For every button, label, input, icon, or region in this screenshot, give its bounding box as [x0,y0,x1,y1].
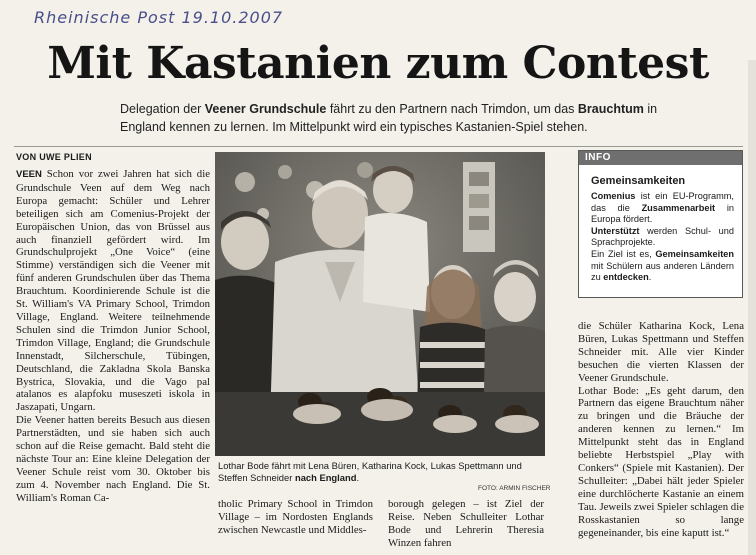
info-text: ist ein EU-Programm, das die [591,191,734,213]
caption-text: Lothar Bode fährt mit Lena Büren, Katharina Kock, Lukas Spettmann und Steffen Schneider [218,460,522,483]
info-box-body [591,191,734,284]
caption-text: . [356,472,360,483]
photo-illustration [215,152,545,456]
byline: VON UWE PLIEN [16,152,92,162]
info-text: werden Schul- und Sprachprojekte. [591,225,734,248]
handwritten-source-note: Rheinische Post 19.10.2007 [34,8,284,27]
dateline: VEEN [16,169,42,180]
info-bold: Comenius [591,191,636,201]
news-photo [215,152,545,456]
headline: Mit Kastanien zum Contest [47,38,709,89]
info-text: in Europa fördert. [591,202,734,225]
info-paragraph [591,191,734,226]
info-paragraph [591,226,734,249]
lead-text: in England kennen zu lernen. Im Mittelpunkt wird ein typisches Kastanien-Spiel stehen. [120,102,658,134]
article-column-1 [16,168,210,505]
lead-paragraph [120,100,680,136]
lead-bold: Brauchtum [577,102,644,116]
info-bold: Zusammenarbeit [641,202,716,213]
article-column-3: borough gelegen – ist Ziel der Reise. Neben Schulleiter Lothar Bode und Lehrerin Theresia Winzen fahren [388,498,544,549]
info-box-label: INFO [579,151,742,165]
paragraph: Lothar Bode: „Es geht darum, den Partnern das eigene Brauchtum näher zu bringen und die Bräuche der anderen kennen zu lernen.“ Im Mittelpunkt steht das in England beliebte Herbstspiel „Play with Conkers“ (Spiele mit Kastanien). Der Schulleiter: „Dabei hält jeder Spieler eine durchlöcherte Kastanie an einem Tau. Jeweils zwei Spieler schlagen die Rosskastanien so lange gegeneinander, bis eine kaputt ist.“ [578,384,744,539]
page-edge [748,60,756,555]
paragraph: die Schüler Katharina Kock, Lena Büren, Lukas Spettmann und Steffen Schneider mit. Alle vier Kinder besuchen die vierten Klassen der Veener Grundschule. [578,320,744,384]
info-text: . [648,272,652,283]
info-box-title: Gemeinsamkeiten [591,175,686,187]
lead-text: Delegation der [120,102,205,116]
caption-bold: nach England [294,472,357,483]
paragraph: Die Veener hatten bereits Besuch aus diesen Partnerstädten, und sie haben sich auch schon auf die Reise gemacht. Bald steht die nächste Tour an: Eine kleine Delegation der Veener Schule reist vom 30. Oktober bis zum 4. November nach England. Die St. William's Roman Ca- [16,414,210,504]
info-text: Ein Ziel ist es, [591,248,656,259]
divider [14,146,743,147]
article-column-4 [578,320,744,539]
paragraph [16,168,210,414]
lead-bold: Veener Grundschule [204,102,327,116]
lead-text: fährt zu den Partnern nach Trimdon, um das [326,102,578,116]
info-box [578,150,743,298]
info-bold: entdecken [603,272,649,283]
photo-credit: FOTO: ARMIN FISCHER [478,485,551,492]
paragraph-text: Schon vor zwei Jahren hat sich die Grundschule Veen auf dem Weg nach Europa gemacht: Schüler und Lehrer beteiligen sich am Comenius-Projekt der Europäischen Union, das von Brüssel aus auch finanziell gefördert wird. Im Grundschulprojekt „One Voice“ (eine Stimme) verständigen sich die Veener mit fünf anderen Grundschulen über das Thema Brauchtum. Koordinierende Schule ist die St. William's VA Primary School, Trimdon Village, England. Weitere teilnehmende Schulen sind die Trimdon Junior School, Trimdon Village, England; die Grundschule Innenstadt, Silcherschule, Tübingen, Deutschland, die Zakladna Skola Banska Bystrica, Slovakia, und die Vago pal atalanos es alapfoku museszeti iskola in Jaszapati, Ungarn. [16,168,210,414]
info-bold: Gemeinsamkeiten [655,248,734,259]
info-text: mit Schülern aus anderen Ländern zu [591,260,734,283]
info-paragraph [591,249,734,284]
info-bold: Unterstützt [591,225,640,236]
photo-caption [218,460,544,484]
article-column-2: tholic Primary School in Trimdon Village – im Nordosten Englands zwischen Newcastle und Middles- [218,498,373,536]
